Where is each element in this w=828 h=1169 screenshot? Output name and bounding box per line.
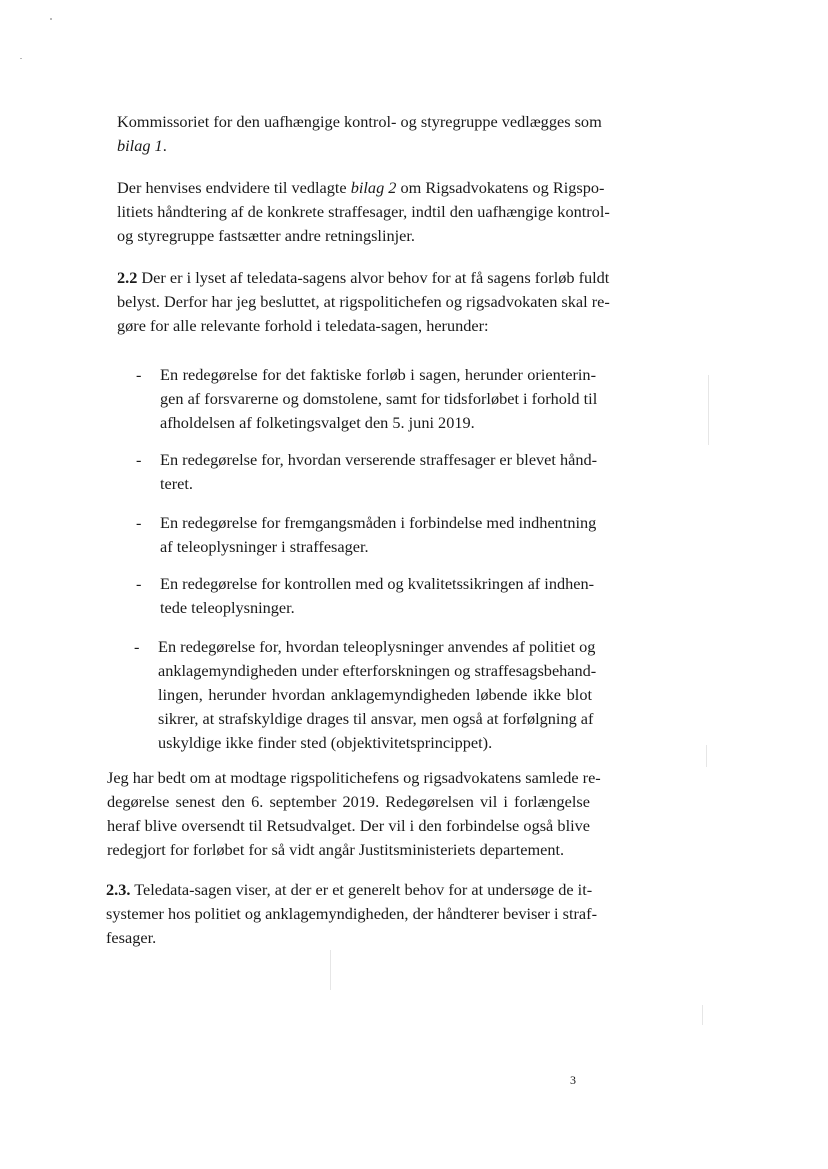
text-line: anklagemyndigheden under efterforskningen og straffesagsbehand-	[158, 661, 597, 680]
text-line: Kommissoriet for den uafhængige kontrol- og styregruppe vedlægges som	[117, 112, 602, 131]
paragraph-bilag-1	[117, 110, 600, 158]
scan-artifact-line	[706, 745, 707, 767]
text-line: En redegørelse for, hvordan verserende straffesager er blevet hånd-	[160, 450, 598, 469]
section-number: 2.3.	[106, 880, 131, 899]
text-line: En redegørelse for det faktiske forløb i sagen, herunder orienterin-	[160, 365, 596, 384]
text-fragment: .	[162, 136, 167, 155]
italic-reference: bilag 1	[117, 136, 163, 155]
text-line: gen af forsvarerne og domstolene, samt for tidsforløbet i forhold til	[160, 389, 598, 408]
paragraph-samlede-redegoerelse	[107, 766, 601, 862]
section-2-2	[117, 266, 610, 338]
text-line: degørelse senest den 6. september 2019. Redegørelsen vil i forlængelse	[107, 792, 590, 811]
text-line: af teleoplysninger i straffesager.	[160, 537, 369, 556]
bullet-item	[160, 572, 594, 620]
bullet-item	[160, 511, 596, 559]
bullet-dash: -	[136, 574, 142, 593]
text-line	[117, 266, 610, 290]
text-line: En redegørelse for kontrollen med og kvalitetssikringen af indhen-	[160, 574, 595, 593]
text-line: systemer hos politiet og anklagemyndigheden, der håndterer beviser i straf-	[106, 904, 597, 923]
text-fragment: Teledata-sagen viser, at der er et generelt behov for at undersøge de it-	[130, 880, 593, 899]
text-line: litiets håndtering af de konkrete straffesager, indtil den uafhængige kontrol-	[117, 202, 610, 221]
scan-speck	[20, 58, 22, 59]
page-number: 3	[570, 1073, 576, 1087]
bullet-item	[160, 363, 596, 435]
text-line	[117, 134, 600, 158]
text-line: uskyldige ikke finder sted (objektivitetsprincippet).	[158, 733, 493, 752]
text-line: afholdelsen af folketingsvalget den 5. juni 2019.	[160, 413, 475, 432]
text-line: heraf blive oversendt til Retsudvalget. Der vil i den forbindelse også blive	[107, 816, 590, 835]
text-line: fesager.	[106, 928, 157, 947]
bullet-dash: -	[136, 513, 142, 532]
text-line: En redegørelse for, hvordan teleoplysninger anvendes af politiet og	[158, 637, 596, 656]
text-line: belyst. Derfor har jeg besluttet, at rigspolitichefen og rigsadvokaten skal re-	[117, 292, 610, 311]
text-line: lingen, herunder hvordan anklagemyndigheden løbende ikke blot	[158, 685, 592, 704]
text-fragment: Der henvises endvidere til vedlagte	[117, 178, 351, 197]
bullet-dash: -	[136, 450, 142, 469]
text-line: Jeg har bedt om at modtage rigspolitichefens og rigsadvokatens samlede re-	[107, 768, 601, 787]
text-line: gøre for alle relevante forhold i teledata-sagen, herunder:	[117, 316, 489, 335]
text-line: sikrer, at strafskyldige drages til ansvar, men også at forfølgning af	[158, 709, 594, 728]
text-line: og styregruppe fastsætter andre retningslinjer.	[117, 226, 415, 245]
scan-artifact-line	[330, 950, 331, 990]
text-line: redegjort for forløbet for så vidt angår Justitsministeriets departement.	[107, 840, 565, 859]
text-fragment: Der er i lyset af teledata-sagens alvor behov for at få sagens forløb fuldt	[137, 268, 610, 287]
text-line: En redegørelse for fremgangsmåden i forbindelse med indhentning	[160, 513, 597, 532]
bullet-item	[158, 635, 597, 755]
text-line: tede teleoplysninger.	[160, 598, 295, 617]
scan-speck	[50, 18, 52, 20]
scan-artifact-line	[702, 1005, 703, 1025]
paragraph-bilag-2	[117, 176, 610, 248]
bullet-item	[160, 448, 596, 496]
text-fragment: om Rigsadvokatens og Rigspo-	[396, 178, 605, 197]
bullet-dash: -	[134, 637, 140, 656]
section-2-3	[106, 878, 597, 950]
text-line	[106, 878, 593, 902]
italic-reference: bilag 2	[350, 178, 397, 197]
bullet-dash: -	[136, 365, 142, 384]
text-line	[117, 176, 605, 200]
section-number: 2.2	[117, 268, 138, 287]
scan-artifact-line	[708, 375, 709, 445]
text-line: teret.	[160, 474, 193, 493]
